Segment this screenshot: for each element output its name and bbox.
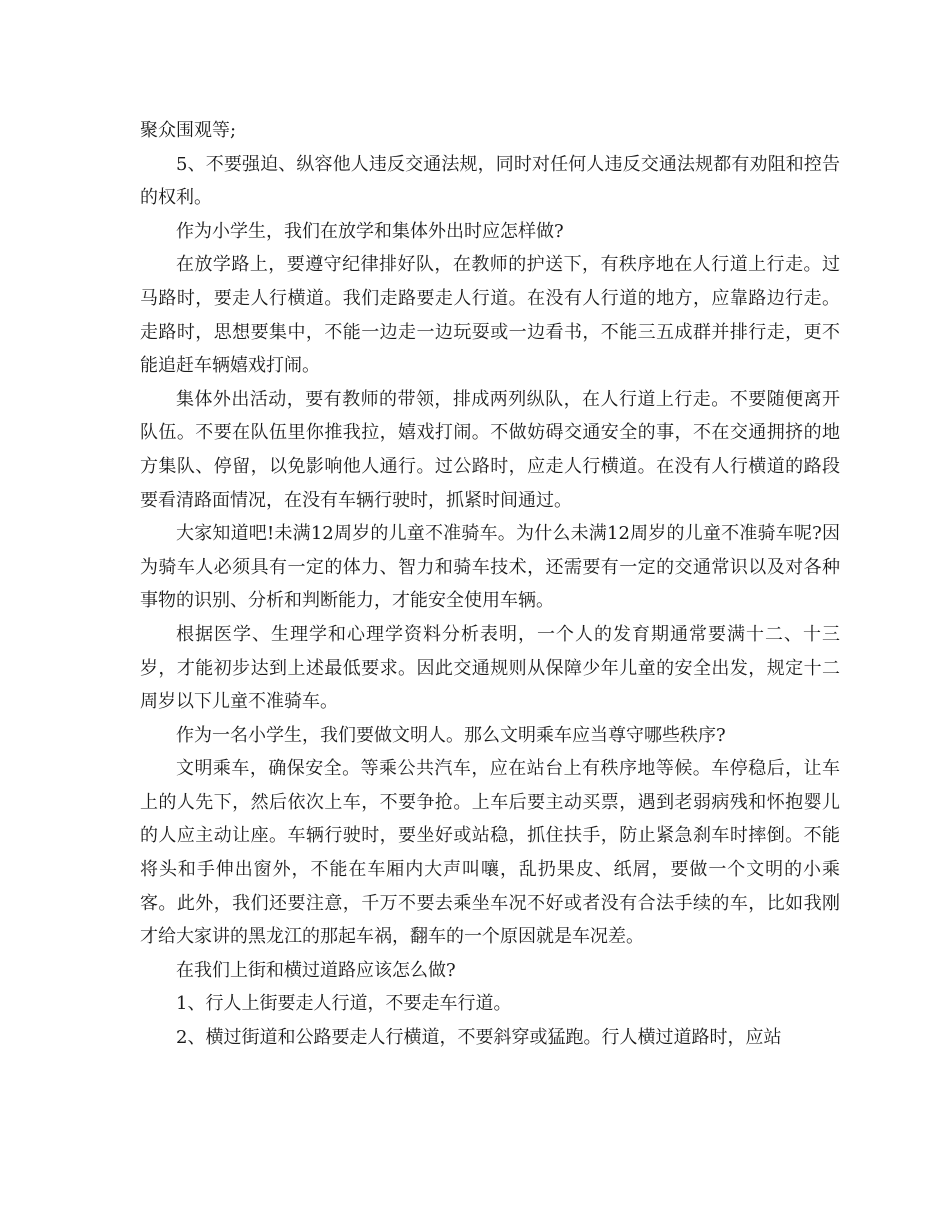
paragraph-question-riding: 作为一名小学生，我们要做文明人。那么文明乘车应当尊守哪些秩序? xyxy=(176,724,726,746)
paragraph-rule-2: 2、横过街道和公路要走人行横道，不要斜穿或猛跑。行人横过道路时，应站 xyxy=(176,1027,782,1049)
paragraph-question-crossing: 在我们上街和横过道路应该怎么做? xyxy=(176,959,456,981)
paragraph-rule-1: 1、行人上街要走人行道，不要走车行道。 xyxy=(176,993,512,1015)
paragraph-question-school-trips: 作为小学生，我们在放学和集体外出时应怎样做? xyxy=(176,220,564,242)
paragraph-continuation: 聚众围观等; xyxy=(140,120,237,141)
paragraph-cycling-reason: 根据医学、生理学和心理学资料分析表明，一个人的发育期通常要满十二、十三岁，才能初步达到上述最低要求。因此交通规则从保障少年儿童的安全出发，规定十二周岁以下儿童不准骑车。 xyxy=(140,623,840,713)
paragraph-cycling-age: 大家知道吧!未满12周岁的儿童不准骑车。为什么未满12周岁的儿童不准骑车呢?因为骑车人必须具有一定的体力、智力和骑车技术，还需要有一定的交通常识以及对各种事物的识别、分析和判断能力，才能安全使用车辆。 xyxy=(140,523,840,612)
paragraph-rule-5: 5、不要强迫、纵容他人违反交通法规，同时对任何人违反交通法规都有劝阻和控告的权利。 xyxy=(140,153,840,209)
paragraph-civilized-riding: 文明乘车，确保安全。等乘公共汽车，应在站台上有秩序地等候。车停稳后，让车上的人先下，然后依次上车，不要争抢。上车后要主动买票，遇到老弱病残和怀抱婴儿的人应主动让座。车辆行驶时，要坐好或站稳，抓住扶手，防止紧急刹车时摔倒。不能将头和手伸出窗外，不能在车厢内大声叫嚷，乱扔果皮、纸屑，要做一个文明的小乘客。此外，我们还要注意，千万不要去乘坐车况不好或者没有合法手续的车，比如我刚才给大家讲的黑龙江的那起车祸，翻车的一个原因就是车况差。 xyxy=(140,758,840,948)
document-body xyxy=(140,114,840,1055)
paragraph-after-school: 在放学路上，要遵守纪律排好队，在教师的护送下，有秩序地在人行道上行走。过马路时，要走人行横道。我们走路要走人行道。在没有人行道的地方，应靠路边行走。走路时，思想要集中，不能一边走一边玩耍或一边看书，不能三五成群并排行走，更不能追赶车辆嬉戏打闹。 xyxy=(140,254,840,377)
paragraph-group-outing: 集体外出活动，要有教师的带领，排成两列纵队，在人行道上行走。不要随便离开队伍。不要在队伍里你推我拉，嬉戏打闹。不做妨碍交通安全的事，不在交通拥挤的地方集队、停留，以免影响他人通行。过公路时，应走人行横道。在没有人行横道的路段要看清路面情况，在没有车辆行驶时，抓紧时间通过。 xyxy=(140,388,840,511)
